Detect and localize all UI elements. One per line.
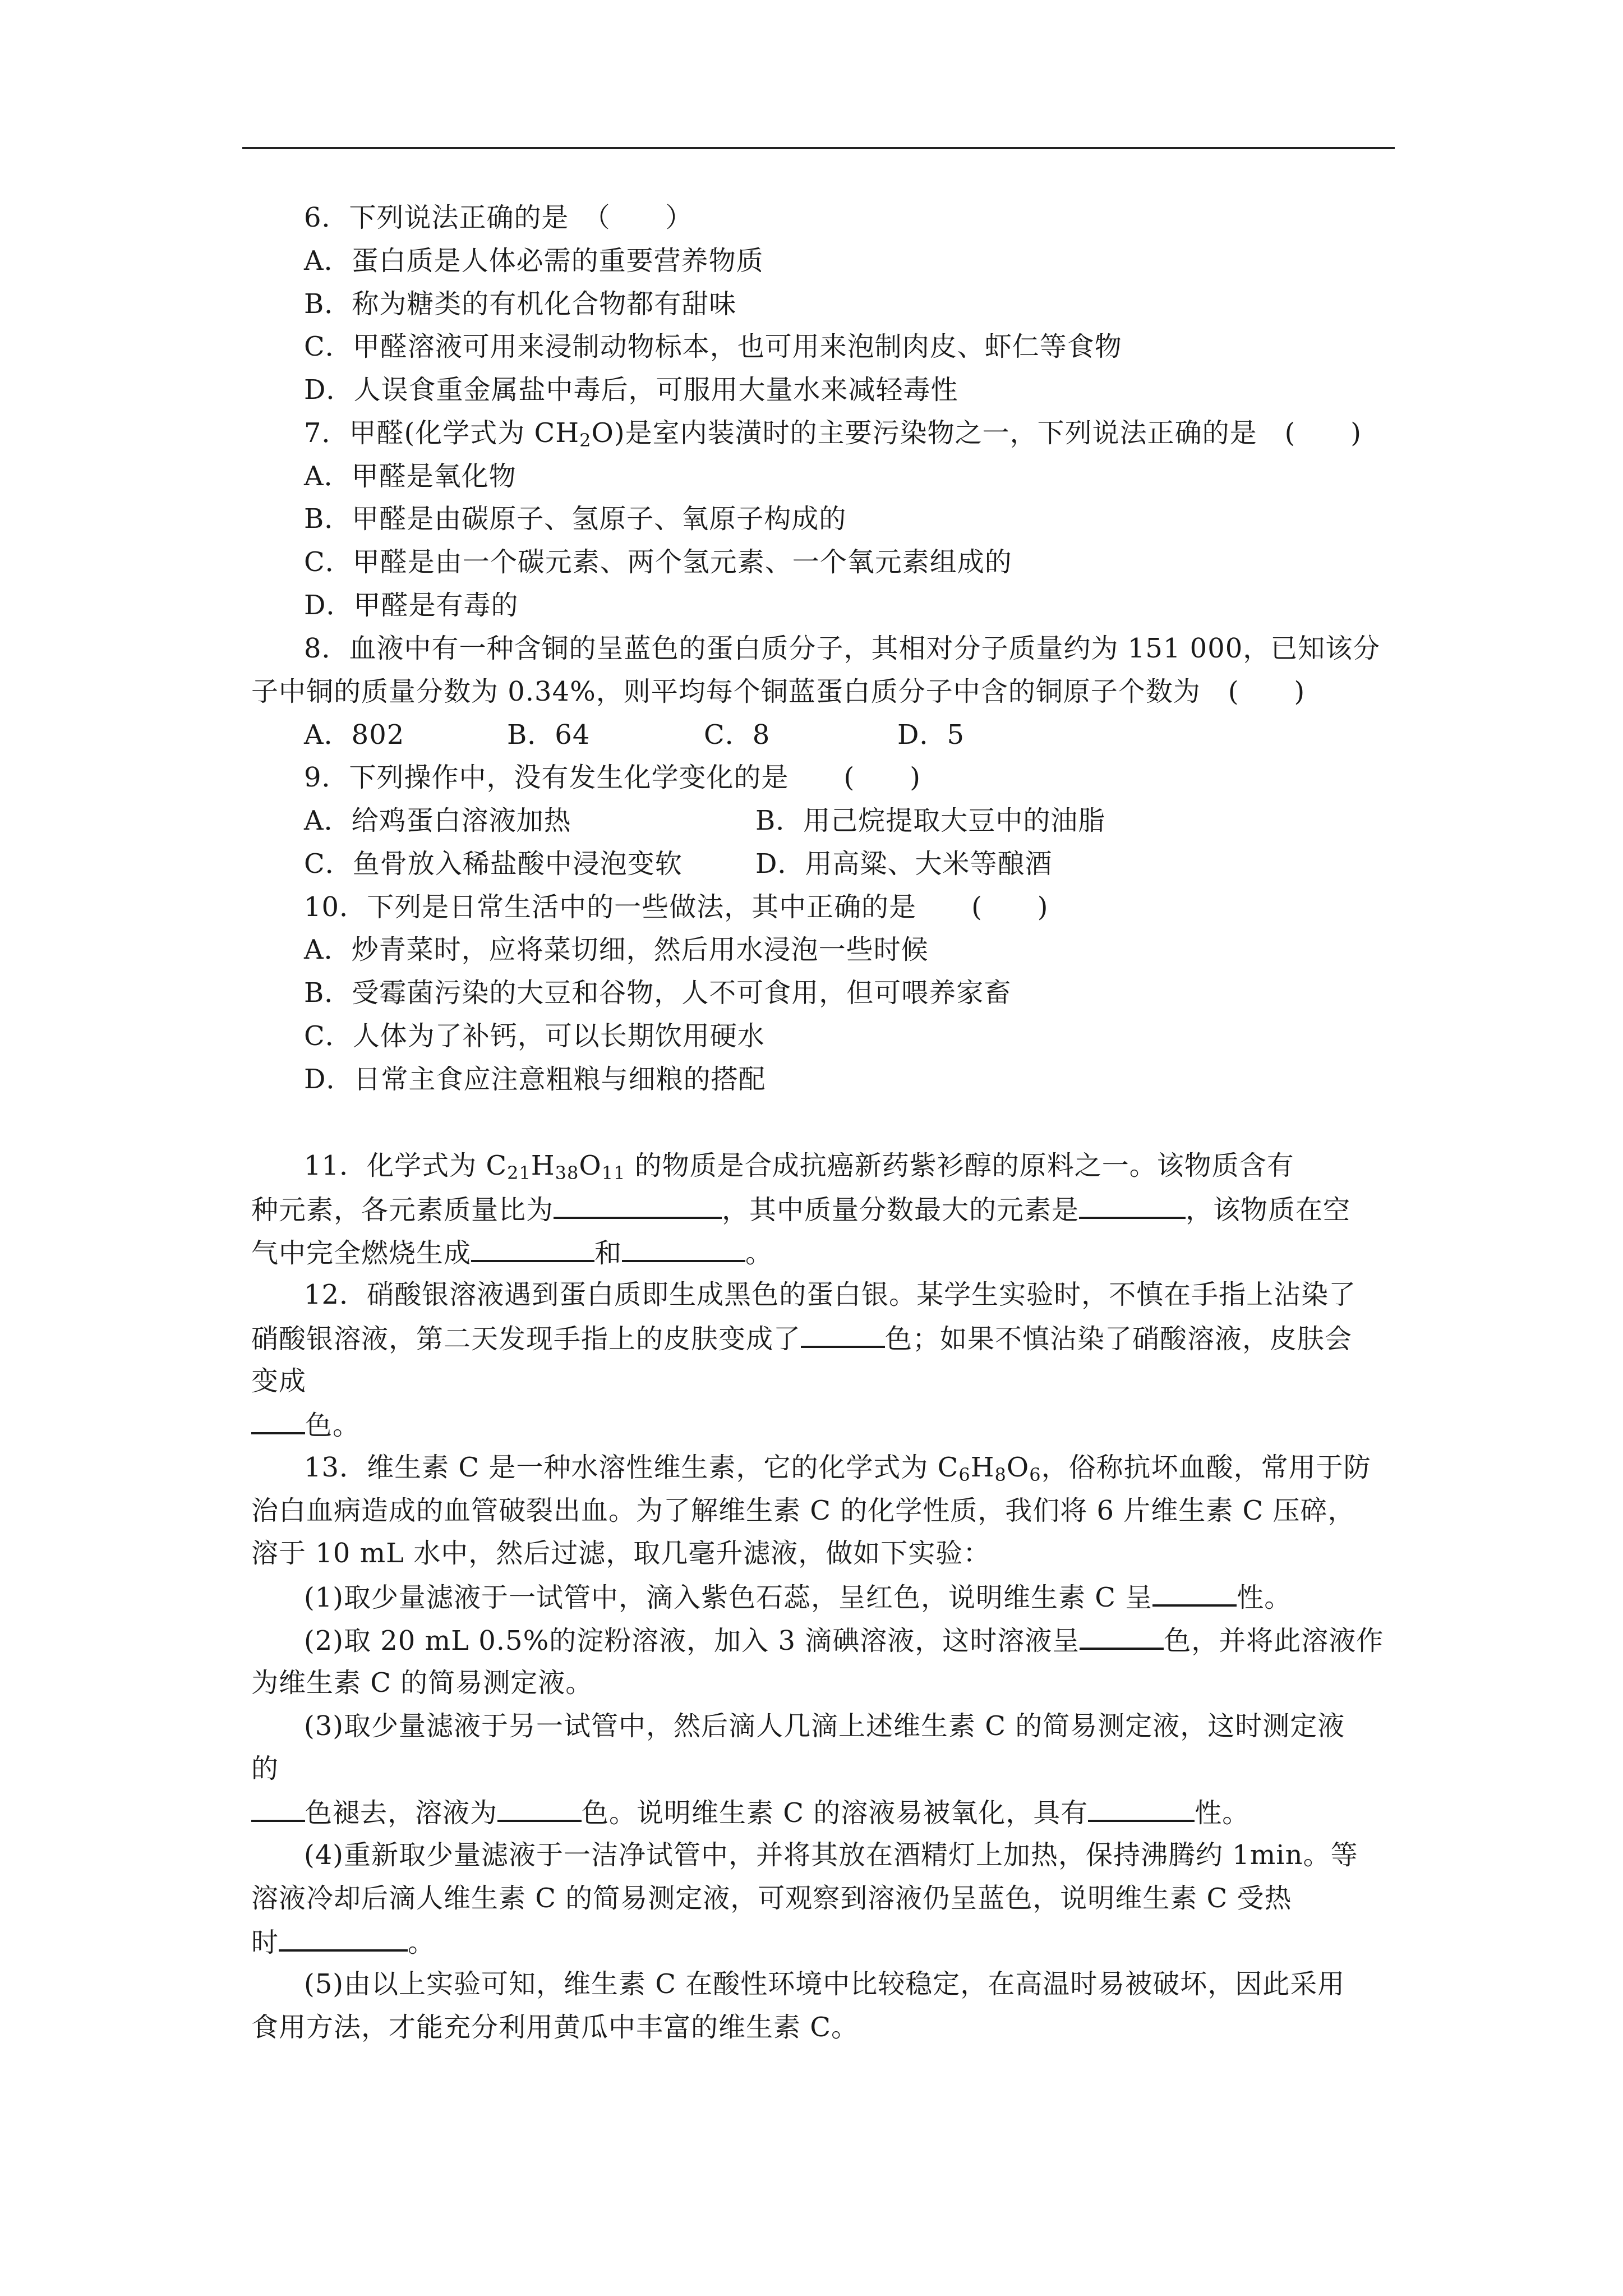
q13-part4-line3: 时 。 [251, 1925, 435, 1959]
q13-part3-line1: (3)取少量滤液于另一试管中，然后滴人几滴上述维生素 C 的简易测定液，这时测定液 [304, 1710, 1345, 1742]
q7-option-a: A．甲醛是氧化物 [304, 461, 517, 492]
q10-option-c: C．人体为了补钙，可以长期饮用硬水 [304, 1020, 765, 1052]
q13-part3-line3: 色褪去，溶液为 色。说明维生素 C 的溶液易被氧化，具有 性。 [251, 1795, 1249, 1830]
q10-option-d: D．日常主食应注意粗粮与细粮的搭配 [304, 1064, 766, 1095]
q10-option-b: B．受霉菌污染的大豆和谷物，人不可食用，但可喂养家畜 [304, 977, 1012, 1009]
q8-stem-line1: 8．血液中有一种含铜的呈蓝色的蛋白质分子，其相对分子质量约为 151 000，已知该分 [304, 633, 1381, 664]
q13-blank-acidity[interactable] [1152, 1580, 1237, 1607]
q8-option-b: B．64 [507, 719, 591, 751]
q9-option-d: D．用高粱、大米等酿酒 [755, 848, 1053, 880]
q8-option-d: D．5 [897, 719, 965, 751]
q11-line2: 种元素，各元素质量比为 ，其中质量分数最大的元素是 ，该物质在空 [251, 1192, 1350, 1227]
q13-part2-line2: 为维生素 C 的简易测定液。 [251, 1667, 593, 1699]
q13-line1: 13．维生素 C 是一种水溶性维生素，它的化学式为 $C_6H_8O_6$，俗称抗坏血酸，常用于防 [304, 1452, 1371, 1485]
q13-part4-line1: (4)重新取少量滤液于一洁净试管中，并将其放在酒精灯上加热，保持沸腾约 1min。等 [304, 1839, 1358, 1871]
q11-line1: 11．化学式为 $C_{21}H_{38}O_{11}$ 的物质是合成抗癌新药紫衫醇的原料之一。该物质含有 [304, 1150, 1294, 1184]
q11-blank-product-2[interactable] [622, 1235, 745, 1262]
q13-part5-line2: 食用方法，才能充分利用黄瓜中丰富的维生素 C。 [251, 2012, 859, 2043]
q11-blank-max-element[interactable] [1079, 1192, 1186, 1219]
q12-blank-nitric-color[interactable] [251, 1407, 305, 1434]
q8-option-c: C．8 [704, 719, 771, 751]
q11-blank-product-1[interactable] [471, 1235, 594, 1262]
q12-blank-silver-color[interactable] [801, 1321, 885, 1348]
q6-option-d: D．人误食重金属盐中毒后，可服用大量水来减轻毒性 [304, 374, 958, 406]
q13-part1: (1)取少量滤液于一试管中，滴入紫色石蕊，呈红色，说明维生素 C 呈 性。 [304, 1580, 1292, 1614]
q13-blank-faded-color[interactable] [251, 1795, 305, 1822]
q12-line3: 变成 [251, 1365, 307, 1397]
q7-stem: 7．甲醛(化学式为 $CH_2O$)是室内装潢时的主要污染物之一，下列说法正确的是 ( ) [304, 417, 1362, 451]
q13-blank-heat-result[interactable] [279, 1925, 408, 1952]
q11-blank-mass-ratio[interactable] [554, 1192, 722, 1219]
q13-blank-solution-color[interactable] [497, 1795, 582, 1822]
q6-stem: 6．下列说法正确的是 （ ） [304, 202, 693, 233]
q8-option-a: A．802 [304, 719, 405, 751]
q13-part5-line1: (5)由以上实验可知，维生素 C 在酸性环境中比较稳定，在高温时易被破坏，因此采用 [304, 1968, 1345, 2000]
q13-line3: 溶于 10 mL 水中，然后过滤，取几毫升滤液，做如下实验： [251, 1538, 991, 1569]
q8-stem-line2: 子中铜的质量分数为 0.34%，则平均每个铜蓝蛋白质分子中含的铜原子个数为 ( ) [251, 676, 1306, 707]
q13-part2-line1: (2)取 20 mL 0.5%的淀粉溶液，加入 3 滴碘溶液，这时溶液呈 色，并将此溶液作 [304, 1623, 1384, 1658]
q13-blank-property[interactable] [1088, 1795, 1195, 1822]
q12-line1: 12．硝酸银溶液遇到蛋白质即生成黑色的蛋白银。某学生实验时，不慎在手指上沾染了 [304, 1279, 1357, 1310]
q7-option-d: D．甲醛是有毒的 [304, 590, 519, 621]
q10-stem: 10．下列是日常生活中的一些做法，其中正确的是 ( ) [304, 891, 1049, 923]
q9-stem: 9．下列操作中，没有发生化学变化的是 ( ) [304, 762, 921, 793]
q13-blank-starch-color[interactable] [1080, 1623, 1164, 1650]
q11-line3: 气中完全燃烧生成 和 。 [251, 1235, 773, 1270]
q12-line4: 色。 [251, 1407, 360, 1442]
q9-option-c: C．鱼骨放入稀盐酸中浸泡变软 [304, 848, 683, 880]
q12-line2: 硝酸银溶液，第二天发现手指上的皮肤变成了 色；如果不慎沾染了硝酸溶液，皮肤会 [251, 1321, 1352, 1356]
q13-part4-line2: 溶液冷却后滴人维生素 C 的简易测定液，可观察到溶液仍呈蓝色，说明维生素 C 受热 [251, 1883, 1292, 1914]
q6-option-c: C．甲醛溶液可用来浸制动物标本，也可用来泡制肉皮、虾仁等食物 [304, 331, 1122, 362]
q6-option-a: A．蛋白质是人体必需的重要营养物质 [304, 245, 764, 277]
q13-part3-line2: 的 [251, 1753, 279, 1784]
q9-option-a: A．给鸡蛋白溶液加热 [304, 805, 571, 836]
q7-option-b: B．甲醛是由碳原子、氢原子、氧原子构成的 [304, 503, 847, 535]
q9-option-b: B．用己烷提取大豆中的油脂 [755, 805, 1106, 836]
q13-line2: 治白血病造成的血管破裂出血。为了解维生素 C 的化学性质，我们将 6 片维生素 C 压碎， [251, 1495, 1355, 1526]
q10-option-a: A．炒青菜时，应将菜切细，然后用水浸泡一些时候 [304, 934, 929, 965]
q6-option-b: B．称为糖类的有机化合物都有甜味 [304, 288, 737, 320]
q7-option-c: C．甲醛是由一个碳元素、两个氢元素、一个氧元素组成的 [304, 546, 1012, 578]
header-rule [242, 147, 1395, 149]
